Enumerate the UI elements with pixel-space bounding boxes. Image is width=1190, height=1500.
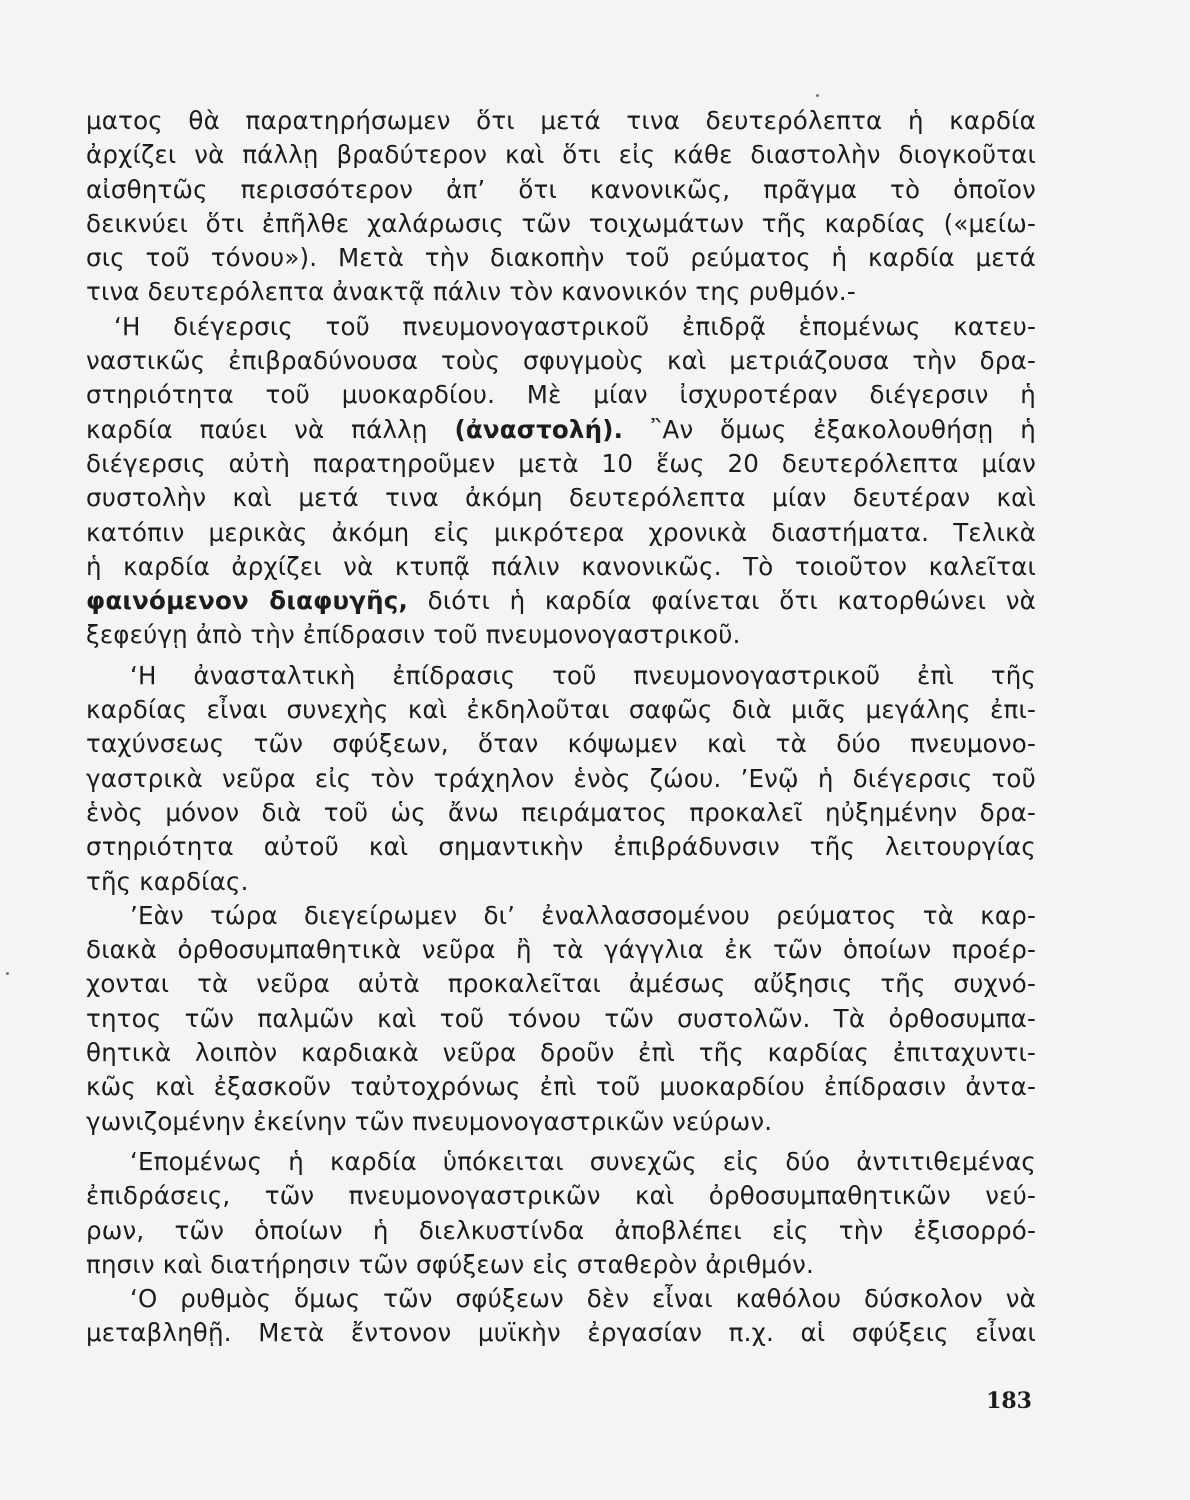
text-line: τῆς καρδίας. [86,866,249,896]
text-line: ἡ καρδία ἀρχίζει νὰ κτυπᾷ πάλιν κανονικῶς. Τὸ τοιοῦτον καλεῖται [86,551,1036,581]
text-line [86,413,1036,447]
text-line: πησιν καὶ διατήρησιν τῶν σφύξεων εἰς σταθερὸν ἀριθμόν. [86,1249,815,1279]
scan-speck [6,972,9,975]
text-segment: διότι ἡ καρδία φαίνεται ὅτι κατορθώνει νὰ [408,586,1036,616]
text-line: ‘Επομένως ἡ καρδία ὑπόκειται συνεχῶς εἰς δύο ἀντιτιθεμένας [130,1146,1036,1176]
text-line: ‘Ο ρυθμὸς ὅμως τῶν σφύξεων δὲν εἶναι καθόλου δύσκολον νὰ [130,1284,1036,1314]
text-line: καρδίας εἶναι συνεχὴς καὶ ἐκδηλοῦται σαφῶς διὰ μιᾶς μεγάλης ἐπι- [86,695,1036,725]
text-line: διέγερσις αὐτὴ παρατηροῦμεν μετὰ 10 ἕως 20 δευτερόλεπτα μίαν [86,448,1036,478]
text-line: ματος θὰ παρατηρήσωμεν ὅτι μετά τινα δευτερόλεπτα ἡ καρδία [86,106,1036,135]
text-line: ρων, τῶν ὁποίων ἡ διελκυστίνδα ἀποβλέπει εἰς τὴν ἐξισορρό- [86,1215,1036,1245]
text-line: μεταβληθῇ. Μετὰ ἔντονον μυϊκὴν ἐργασίαν π.χ. αἱ σφύξεις εἶναι [86,1318,1036,1348]
text-line: στηριότητα αὐτοῦ καὶ σημαντικὴν ἐπιβράδυνσιν τῆς λειτουργίας [86,832,1036,862]
bold-term-anastoli: (ἀναστολή). [454,414,624,444]
text-line: ἐπιδράσεις, τῶν πνευμονογαστρικῶν καὶ ὀρθοσυμπαθητικῶν νεύ- [86,1181,1036,1211]
text-line: συστολὴν καὶ μετά τινα ἀκόμη δευτερόλεπτα μίαν δευτέραν καὶ [86,483,1036,513]
body-text [86,104,1036,1351]
text-line: ‘Η ἀνασταλτικὴ ἐπίδρασις τοῦ πνευμονογαστρικοῦ ἐπὶ τῆς [130,660,1036,690]
text-line: αἰσθητῶς περισσότερον ἀπ’ ὅτι κανονικῶς, πρᾶγμα τὸ ὁποῖον [86,174,1036,204]
scan-speck [816,94,819,97]
text-line: κῶς καὶ ἐξασκοῦν ταὐτοχρόνως ἐπὶ τοῦ μυοκαρδίου ἐπίδρασιν ἀντα- [86,1072,1036,1102]
text-segment: καρδία παύει νὰ πάλλῃ [86,414,455,444]
text-line: τινα δευτερόλεπτα ἀνακτᾷ πάλιν τὸν κανονικόν της ρυθμόν.- [86,277,856,307]
text-line: σις τοῦ τόνου»). Μετὰ τὴν διακοπὴν τοῦ ρεύματος ἡ καρδία μετά [86,243,1036,273]
text-line: γωνιζομένην ἐκείνην τῶν πνευμονογαστρικῶν νεύρων. [86,1106,773,1136]
text-line: κατόπιν μερικὰς ἀκόμη εἰς μικρότερα χρονικὰ διαστήματα. Τελικὰ [86,517,1036,547]
text-line: διακὰ ὀρθοσυμπαθητικὰ νεῦρα ἢ τὰ γάγγλια ἐκ τῶν ὁποίων προέρ- [86,935,1036,965]
text-line: γαστρικὰ νεῦρα εἰς τὸν τράχηλον ἑνὸς ζώου. ’Ενῷ ἡ διέγερσις τοῦ [86,763,1036,793]
text-line: ἑνὸς μόνον διὰ τοῦ ὡς ἄνω πειράματος προκαλεῖ ηὐξημένην δρα- [86,797,1036,827]
text-line: στηριότητα τοῦ μυοκαρδίου. Μὲ μίαν ἰσχυροτέραν διέγερσιν ἡ [86,380,1036,410]
text-line: ‘Η διέγερσις τοῦ πνευμονογαστρικοῦ ἐπιδρᾷ ἑπομένως κατευ- [114,311,1036,341]
text-line [86,584,1036,618]
text-line: ναστικῶς ἐπιβραδύνουσα τοὺς σφυγμοὺς καὶ μετριάζουσα τὴν δρα- [86,346,1036,376]
text-line: χονται τὰ νεῦρα αὐτὰ προκαλεῖται ἀμέσως αὔξησις τῆς συχνό- [86,969,1036,999]
text-line: ταχύνσεως τῶν σφύξεων, ὅταν κόψωμεν καὶ τὰ δύο πνευμονο- [86,729,1036,759]
text-line: θητικὰ λοιπὸν καρδιακὰ νεῦρα δροῦν ἐπὶ τῆς καρδίας ἐπιταχυντι- [86,1038,1036,1068]
page-number: 183 [986,1388,1032,1414]
text-line: τητος τῶν παλμῶν καὶ τοῦ τόνου τῶν συστολῶν. Τὰ ὀρθοσυμπα- [86,1003,1036,1033]
text-segment: ῍Αν ὅμως ἐξακολουθήσῃ ἡ [623,414,1036,444]
text-line: ’Εὰν τώρα διεγείρωμεν δι’ ἐναλλασσομένου ρεύματος τὰ καρ- [130,900,1036,930]
text-line: ἀρχίζει νὰ πάλλῃ βραδύτερον καὶ ὅτι εἰς κάθε διαστολὴν διογκοῦται [86,140,1036,170]
bold-term-diafygis: φαινόμενον διαφυγῆς, [86,586,408,616]
text-line: δεικνύει ὅτι ἐπῆλθε χαλάρωσις τῶν τοιχωμάτων τῆς καρδίας («μείω- [86,208,1036,238]
text-line: ξεφεύγῃ ἀπὸ τὴν ἐπίδρασιν τοῦ πνευμονογαστρικοῦ. [86,620,741,650]
